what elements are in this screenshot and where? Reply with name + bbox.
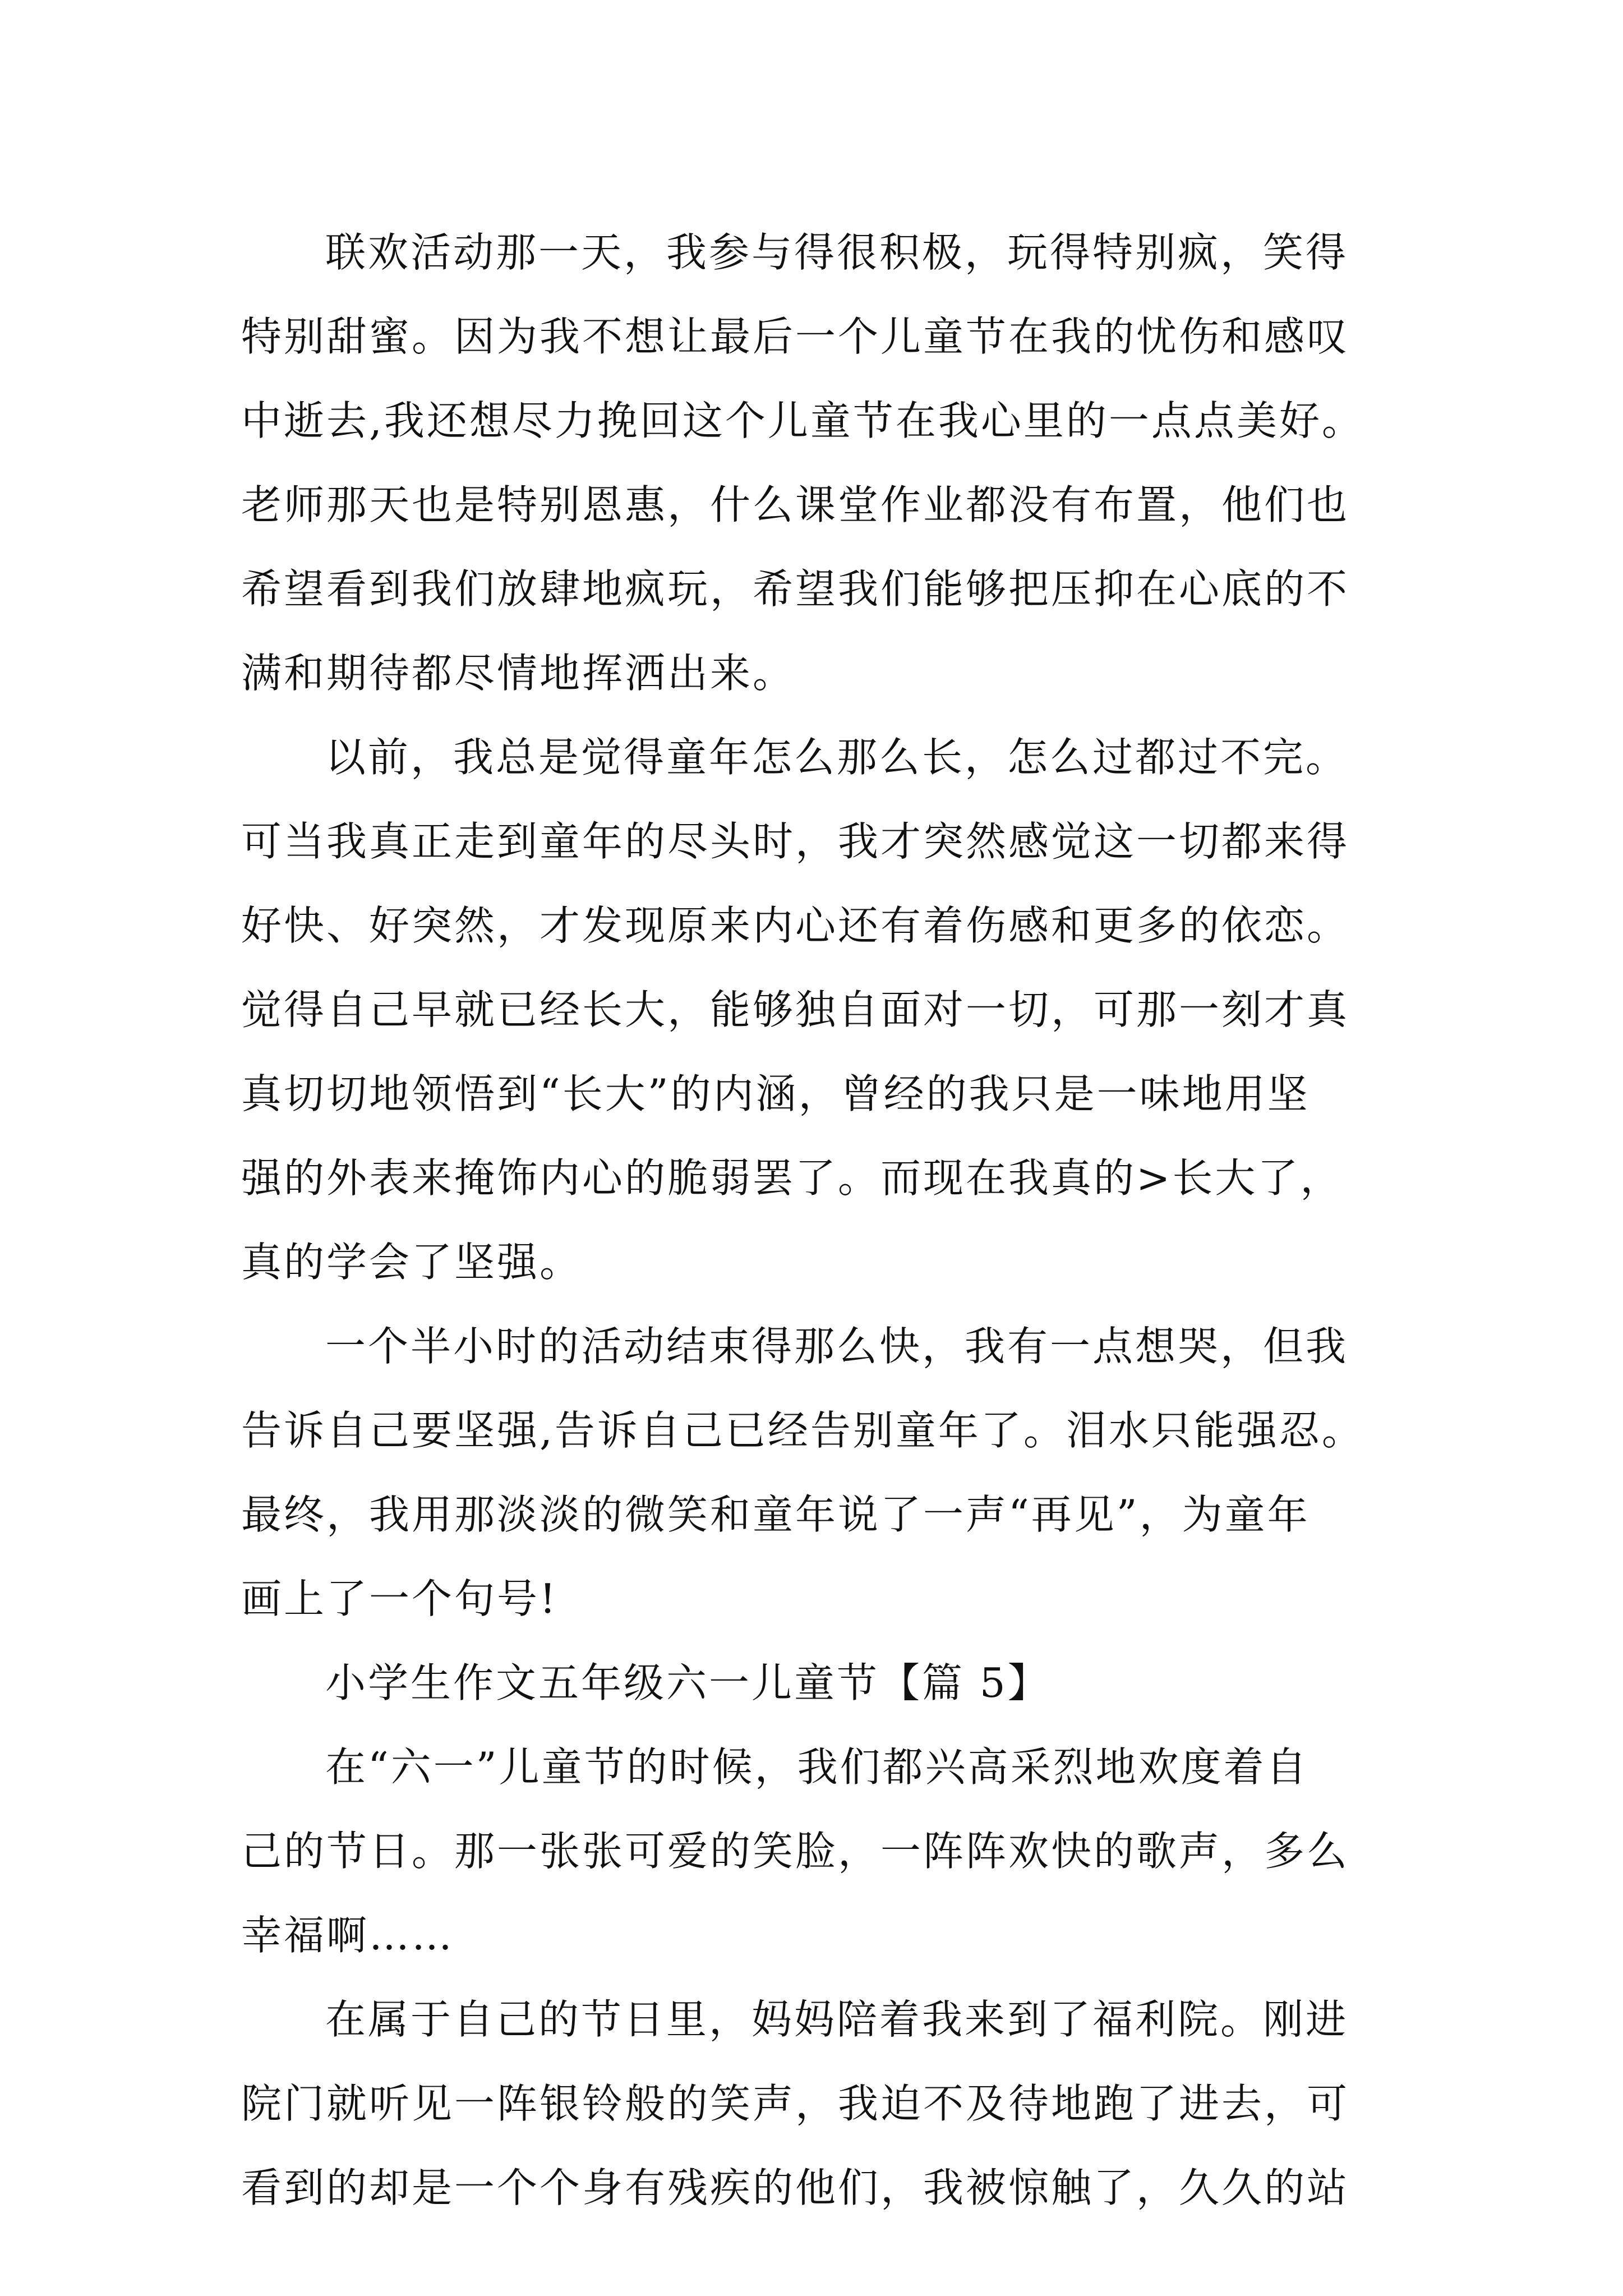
text-line: 特别甜蜜。因为我不想让最后一个儿童节在我的忧伤和感叹 xyxy=(241,313,1350,360)
text-line: 强的外表来掩饰内心的脆弱罢了。而现在我真的>长大了， xyxy=(241,1154,1343,1202)
text-line: 看到的却是一个个身有残疾的他们，我被惊触了，久久的站 xyxy=(241,2164,1350,2211)
text-line: 一个半小时的活动结束得那么快，我有一点想哭，但我 xyxy=(325,1323,1349,1370)
text-line: 院门就听见一阵银铃般的笑声，我迫不及待地跑了进去，可 xyxy=(241,2080,1350,2127)
text-line: 己的节日。那一张张可爱的笑脸，一阵阵欢快的歌声，多么 xyxy=(241,1828,1350,1875)
text-line: 觉得自己早就已经长大，能够独自面对一切，可那一刻才真 xyxy=(241,986,1350,1033)
section-heading: 小学生作文五年级六一儿童节【篇 5】 xyxy=(325,1659,1050,1706)
text-line: 老师那天也是特别恩惠，什么课堂作业都没有布置，他们也 xyxy=(241,481,1350,528)
text-line: 最终，我用那淡淡的微笑和童年说了一声“再见”，为童年 xyxy=(241,1491,1310,1538)
text-line: 以前，我总是觉得童年怎么那么长，怎么过都过不完。 xyxy=(325,734,1349,781)
text-line: 真切切地领悟到“长大”的内涵，曾经的我只是一味地用坚 xyxy=(241,1070,1310,1117)
text-line: 真的学会了坚强。 xyxy=(241,1239,583,1286)
text-line: 在“六一”儿童节的时候，我们都兴高采烈地欢度着自 xyxy=(325,1743,1309,1791)
text-line: 中逝去,我还想尽力挽回这个儿童节在我心里的一点点美好。 xyxy=(241,397,1364,444)
text-line: 好快、好突然，才发现原来内心还有着伤感和更多的依恋。 xyxy=(241,902,1350,949)
text-line: 希望看到我们放肆地疯玩，希望我们能够把压抑在心底的不 xyxy=(241,565,1350,613)
text-line: 联欢活动那一天，我参与得很积极，玩得特别疯，笑得 xyxy=(325,229,1349,276)
text-line: 画上了一个句号! xyxy=(241,1575,558,1622)
document-body xyxy=(241,210,1447,2230)
text-line: 幸福啊…… xyxy=(241,1912,455,1959)
text-line: 告诉自己要坚强,告诉自己已经告别童年了。泪水只能强忍。 xyxy=(241,1407,1364,1454)
text-line: 可当我真正走到童年的尽头时，我才突然感觉这一切都来得 xyxy=(241,818,1350,865)
text-line: 满和期待都尽情地挥洒出来。 xyxy=(241,650,796,697)
text-line: 在属于自己的节日里，妈妈陪着我来到了福利院。刚进 xyxy=(325,1996,1349,2043)
